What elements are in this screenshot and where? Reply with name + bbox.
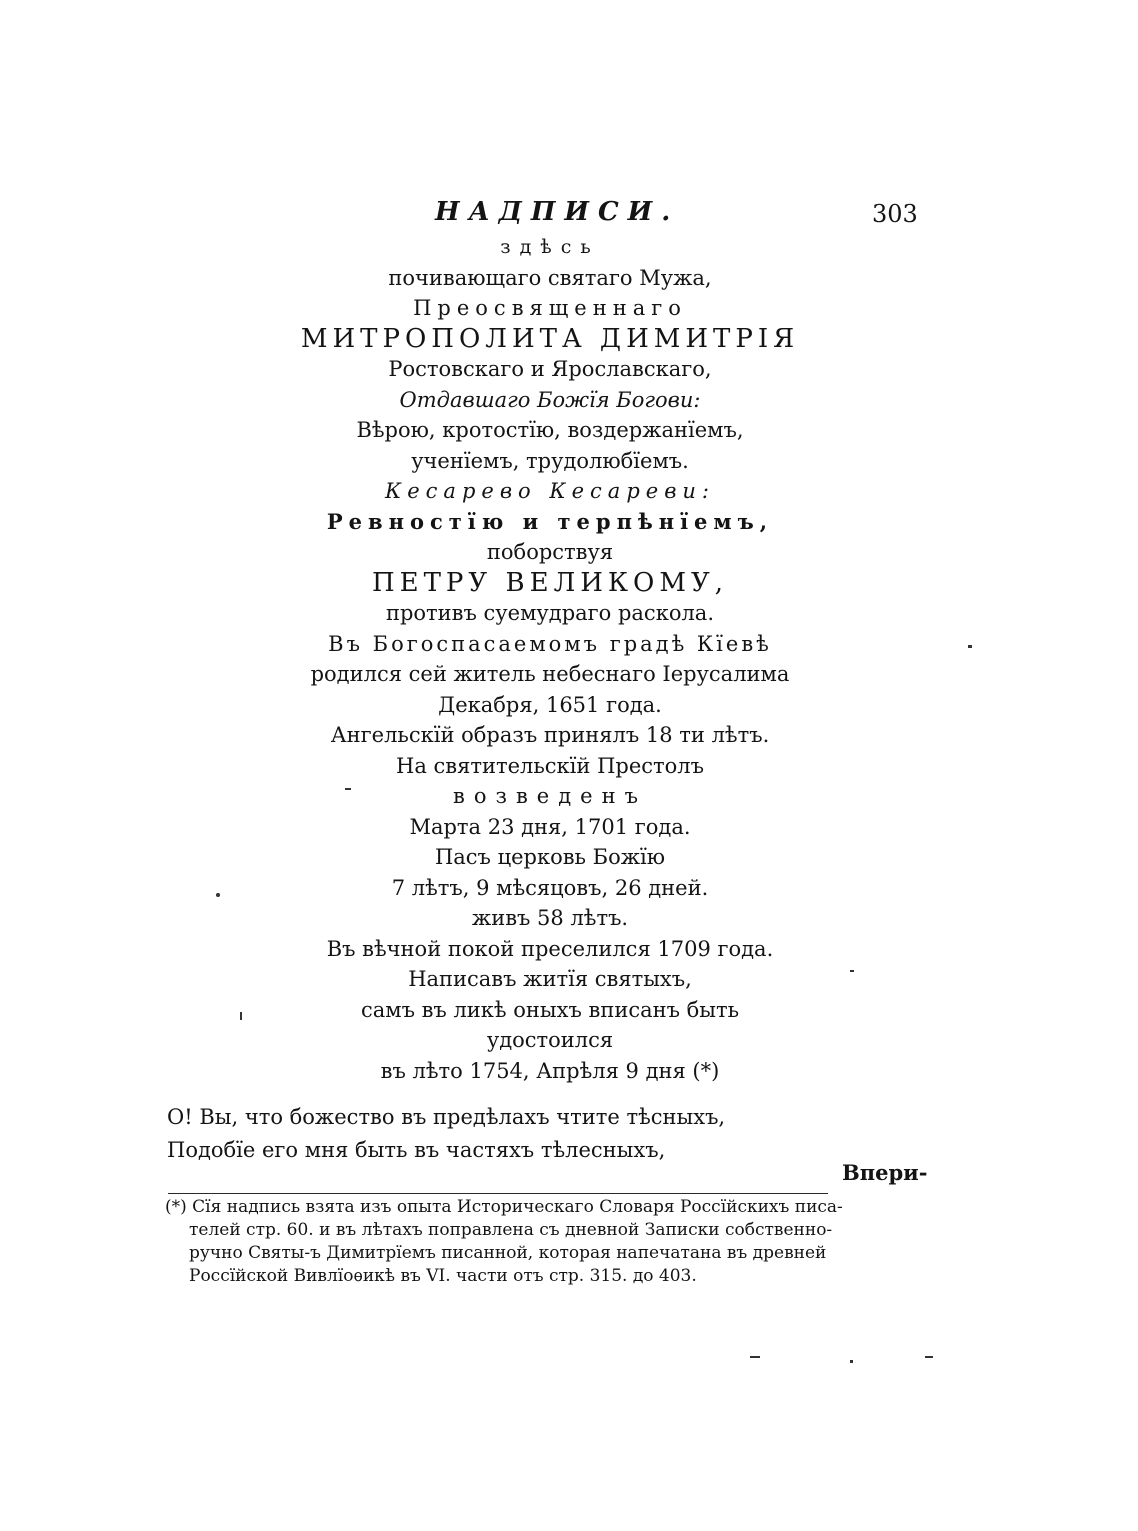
inscription-line: почивающаго святаго Мужа, bbox=[388, 265, 712, 290]
inscription-line: въ лѣто 1754, Апрѣля 9 дня (*) bbox=[380, 1058, 720, 1083]
footnote-line: ручно Святы-ъ Димитрїемъ писанной, которая напечатана въ древней bbox=[189, 1243, 827, 1263]
inscription-line: На святительскїй Престолъ bbox=[396, 753, 704, 778]
inscription-line: Ангельскїй образъ принялъ 18 ти лѣтъ. bbox=[330, 723, 770, 747]
inscription-line: Кесарево Кесареви: bbox=[384, 479, 716, 503]
inscription-line: Въ Богоспасаемомъ градѣ Кїевѣ bbox=[328, 631, 772, 656]
inscription-line: Отдавшаго Божїя Богови: bbox=[399, 387, 701, 412]
inscription-line: Пасъ церковь Божїю bbox=[434, 845, 666, 869]
inscription-block bbox=[130, 232, 970, 1086]
footnote-line: Россїйской Вивлїоѳикѣ въ VI. части отъ стр. 315. до 403. bbox=[189, 1266, 697, 1286]
inscription-line: ПЕТРУ ВЕЛИКОМУ, bbox=[371, 567, 729, 598]
print-speck bbox=[240, 1012, 242, 1020]
inscription-line: противъ суемудраго раскола. bbox=[385, 601, 715, 625]
inscription-line: Марта 23 дня, 1701 года. bbox=[409, 814, 691, 839]
inscription-line: Преосвященнаго bbox=[413, 296, 687, 320]
inscription-line: МИТРОПОЛИТА ДИМИТРІЯ bbox=[300, 323, 800, 354]
footnote bbox=[165, 1196, 925, 1288]
print-speck bbox=[968, 645, 972, 648]
inscription-line: поборствуя bbox=[486, 540, 614, 564]
inscription-line: удостоился bbox=[486, 1028, 614, 1052]
print-speck bbox=[750, 1356, 760, 1358]
inscription-line: возведенъ bbox=[453, 784, 647, 808]
page-number: 303 bbox=[872, 200, 918, 228]
inscription-line: 7 лѣтъ, 9 мѣсяцовъ, 26 дней. bbox=[391, 875, 709, 900]
inscription-line: родился сей житель небеснаго Іерусалима bbox=[310, 662, 790, 686]
inscription-line: Вѣрою, кротостїю, воздержанїемъ, bbox=[356, 418, 744, 442]
inscription-line: Декабря, 1651 года. bbox=[438, 692, 662, 717]
inscription-line: ученїемъ, трудолюбїемъ. bbox=[411, 448, 689, 473]
print-speck bbox=[925, 1356, 933, 1358]
print-speck bbox=[850, 970, 854, 972]
inscription-line: живъ 58 лѣтъ. bbox=[471, 906, 629, 930]
verse-block bbox=[167, 1101, 725, 1167]
inscription-line: самъ въ ликѣ оныхъ вписанъ быть bbox=[360, 997, 740, 1022]
verse-line: Подобїе его мня быть въ частяхъ тѣлесныхъ, bbox=[167, 1138, 666, 1162]
inscription-line: здѣсь bbox=[500, 236, 600, 258]
inscription-line: Написавъ житїя святыхъ, bbox=[408, 967, 692, 991]
print-speck bbox=[216, 893, 220, 897]
footnote-line: телей стр. 60. и въ лѣтахъ поправлена съ дневной Записки собственно- bbox=[189, 1220, 833, 1240]
running-title: НАДПИСИ. bbox=[435, 197, 680, 227]
footnote-divider bbox=[168, 1193, 828, 1194]
print-speck bbox=[850, 1360, 853, 1363]
inscription-line: Въ вѣчной покой преселился 1709 года. bbox=[326, 936, 774, 961]
print-speck bbox=[345, 788, 351, 790]
inscription-line: Ростовскаго и Ярославскаго, bbox=[388, 357, 712, 381]
catchword: Впери- bbox=[842, 1160, 928, 1185]
footnote-line: (*) Сїя надпись взята изъ опыта Историческаго Словаря Россїйскихъ писа- bbox=[165, 1197, 843, 1217]
inscription-line: Ревностїю и терпѣнїемъ, bbox=[326, 508, 774, 534]
verse-line: О! Вы, что божество въ предѣлахъ чтите тѣсныхъ, bbox=[167, 1105, 726, 1129]
